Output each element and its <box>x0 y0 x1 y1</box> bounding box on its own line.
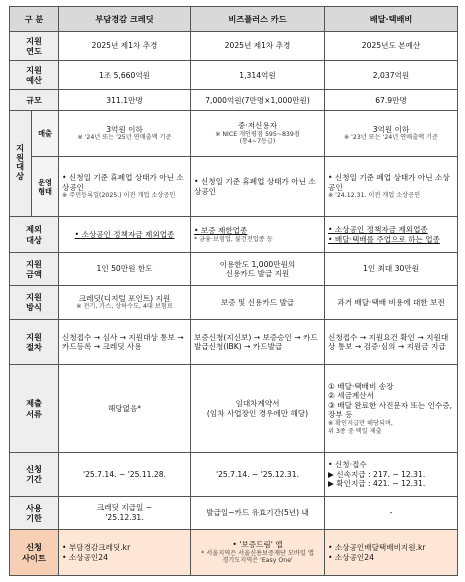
budget-row <box>10 61 458 90</box>
target-sales-col2-note1: ※ NICE 개인평점 595~839점 <box>215 130 300 138</box>
period-label <box>10 452 59 496</box>
target-sales-col3-main: 3억원 이하 <box>372 124 410 134</box>
target-sales-label: 매출 <box>32 111 59 157</box>
exclude-col2 <box>191 217 325 252</box>
target-sales-col2-note2: (통4~7등급) <box>239 138 276 146</box>
method-label <box>10 286 59 319</box>
method-col1-note: ※ 전기, 가스, 상하수도, 4대 보험료 <box>76 303 173 311</box>
docs-col2-line2: (임차 사업장인 경우에만 해당) <box>206 408 309 418</box>
method-col3: 과거 배달·택배 비용에 대한 보전 <box>325 286 458 319</box>
year-col2: 2025년 제1차 추경 <box>191 32 325 61</box>
target-sales-col2 <box>191 111 325 157</box>
docs-col3-item3: ③ 배달 완료한 사진문자 또는 인수증, 장부 등 <box>328 400 453 420</box>
comparison-table <box>9 6 458 576</box>
exclude-col3-line1: • 소상공인 정책자금 제외업종 <box>328 225 428 235</box>
amount-col2-line1: 이용한도 1,000만원의 <box>219 259 296 269</box>
target-status-col1 <box>59 157 191 217</box>
target-status-col3 <box>325 157 458 217</box>
year-col1: 2025년 제1차 추경 <box>59 32 191 61</box>
budget-col3: 2,037억원 <box>325 61 458 90</box>
header-col1: 부담경감 크레딧 <box>59 7 191 32</box>
docs-col3-note1: ※ 확인지급만 해당되며, <box>328 419 393 427</box>
usage-col1 <box>59 496 191 529</box>
budget-col2: 1,314억원 <box>191 61 325 90</box>
method-col1 <box>59 286 191 319</box>
period-col2: '25.7.14. ~ '25.12.31. <box>191 452 325 496</box>
method-row <box>10 286 458 319</box>
site-col1-line1[interactable]: • 부담경감크레딧.kr <box>62 543 131 553</box>
scale-row <box>10 90 458 111</box>
docs-col3-item2: ② 세금계산서 <box>328 391 374 401</box>
amount-row <box>10 252 458 285</box>
budget-label <box>10 61 59 90</box>
target-sales-row <box>10 111 458 157</box>
header-row <box>10 7 458 32</box>
method-col1-main: 크레딧(디지털 포인트) 지원 <box>78 293 171 303</box>
site-row <box>10 530 458 576</box>
target-status-col1-main: • 신청일 기준 휴폐업 상태가 아닌 소상공인 <box>62 173 184 192</box>
target-label-text: 지원대상 <box>15 144 26 182</box>
amount-col1: 1인 50만원 한도 <box>59 252 191 285</box>
target-sales-col3-note: ※ '23년 또는 '24년 연매출액 기준 <box>344 134 438 142</box>
budget-label-text: 지원 예산 <box>26 65 42 86</box>
process-col3: 신청접수 → 지원요건 확인 → 지원대상 통보 → 검증·심의 → 지원금 지급 <box>325 319 458 365</box>
docs-label-text: 제출 서류 <box>26 398 42 419</box>
usage-col3: - <box>325 496 458 529</box>
site-col2-note2: 경기도지역은 'Easy One' <box>222 557 293 565</box>
header-category: 구 분 <box>10 7 59 32</box>
period-col3-line1: ▶ 신속지급 : 217. ~ 12.31. <box>328 469 426 479</box>
header-col3: 배달·택배비 <box>325 7 458 32</box>
year-row <box>10 32 458 61</box>
exclude-col1 <box>59 217 191 252</box>
period-col1: '25.7.14. ~ '25.11.28. <box>59 452 191 496</box>
site-col3-line1[interactable]: • 소상공인배달택배비지원.kr <box>328 543 426 553</box>
docs-label <box>10 365 59 453</box>
docs-col3-note2: 위 3종 중 택일 제출 <box>328 427 382 435</box>
docs-col1: 해당없음* <box>59 365 191 453</box>
scale-col3: 67.9만명 <box>325 90 458 111</box>
period-label-text: 신청 기간 <box>26 464 42 485</box>
amount-col2 <box>191 252 325 285</box>
scale-col1: 311.1만명 <box>59 90 191 111</box>
scale-label: 규모 <box>10 90 59 111</box>
site-label-text: 신청 사이트 <box>22 542 46 563</box>
site-col1 <box>59 530 191 576</box>
year-label-text: 지원 연도 <box>26 35 42 57</box>
target-status-col2-main: • 신청일 기준 휴폐업 상태가 아닌 소상공인 <box>194 177 316 196</box>
process-label <box>10 319 59 365</box>
exclude-label <box>10 217 59 252</box>
usage-col2: 발급일~카드 유효기간(5년) 내 <box>191 496 325 529</box>
amount-label <box>10 252 59 285</box>
amount-label-text: 지원 금액 <box>26 258 42 280</box>
site-col2 <box>191 530 325 576</box>
target-status-label <box>32 157 59 217</box>
site-label <box>10 530 59 576</box>
usage-label-text: 사용 기한 <box>26 502 42 523</box>
method-label-text: 지원 방식 <box>26 292 42 313</box>
target-sales-col1-note: ※ '24년 또는 '25년 연매출액 기준 <box>77 134 172 142</box>
exclude-row <box>10 217 458 252</box>
target-status-col1-note: ※ 주민등록일(2025.) 이전 개업 소상공인 <box>62 192 176 200</box>
exclude-col2-note: * 금융·보험업, 불건전업종 등 <box>194 235 273 243</box>
process-col2: 보증신청(지신보) → 보증승인 → 카드발급신청(IBK) → 카드발급 <box>191 319 325 365</box>
target-sales-col3 <box>325 111 458 157</box>
exclude-col3 <box>325 217 458 252</box>
target-sales-col1 <box>59 111 191 157</box>
period-col3-line2: ▶ 확인지급 : 421. ~ 12.31. <box>328 479 426 489</box>
site-col2-line1[interactable]: • '보증드림' 앱 <box>232 540 283 550</box>
year-label <box>10 32 59 61</box>
docs-col3 <box>325 365 458 453</box>
process-col1: 신청접수 → 심사 → 지원대상 통보 → 카드등록 → 크레딧 사용 <box>59 319 191 365</box>
usage-col1-line2: '25.12.31. <box>105 512 144 522</box>
site-col3 <box>325 530 458 576</box>
exclude-label-text: 제외 대상 <box>26 224 42 245</box>
site-col2-note1: * 서울지역은 서울신용보증재단 모바일 앱 <box>201 549 314 557</box>
usage-row <box>10 496 458 529</box>
site-col1-line2[interactable]: • 소상공인24 <box>62 552 108 562</box>
period-col3 <box>325 452 458 496</box>
target-status-col3-main: • 신청일 기준 폐업 상태가 아닌 소상공인 <box>328 173 450 192</box>
budget-col1: 1조 5,660억원 <box>59 61 191 90</box>
period-row <box>10 452 458 496</box>
method-col2: 보증 및 신용카드 발급 <box>191 286 325 319</box>
target-status-row <box>10 157 458 217</box>
usage-col1-line1: 크레딧 지급일 ~ <box>96 503 153 513</box>
year-col3: 2025년도 본예산 <box>325 32 458 61</box>
period-col3-head: • 신청·접수 <box>328 460 367 470</box>
amount-col2-line2: 신용카드 발급 지원 <box>225 269 290 279</box>
scale-col2: 7,000억원(7만명×1,000만원) <box>191 90 325 111</box>
exclude-col2-main: • 보증 제한업종 <box>194 226 248 236</box>
process-row <box>10 319 458 365</box>
target-status-col2 <box>191 157 325 217</box>
target-sales-col2-main: 중·저신용자 <box>237 121 278 131</box>
docs-col2-line1: 임대차계약서 <box>235 399 280 409</box>
target-status-col3-note: ※ '24.12.31. 이전 개업 소상공인 <box>328 192 421 200</box>
site-col3-line2[interactable]: • 소상공인24 <box>328 552 374 562</box>
target-label <box>10 111 32 217</box>
target-status-label-text: 운영 형태 <box>38 177 52 196</box>
process-label-text: 지원 절차 <box>26 331 42 352</box>
docs-col3-item1: ① 배달·택배비 송장 <box>328 381 394 391</box>
target-sales-col1-main: 3억원 이하 <box>106 124 143 134</box>
header-col2: 비즈플러스 카드 <box>191 7 325 32</box>
exclude-col1-text: • 소상공인 정책자금 제외업종 <box>74 229 175 239</box>
amount-col3: 1인 최대 30만원 <box>325 252 458 285</box>
docs-row <box>10 365 458 453</box>
exclude-col3-line2: • 배달·택배를 주업으로 하는 업종 <box>328 234 440 244</box>
docs-col2 <box>191 365 325 453</box>
usage-label <box>10 496 59 529</box>
